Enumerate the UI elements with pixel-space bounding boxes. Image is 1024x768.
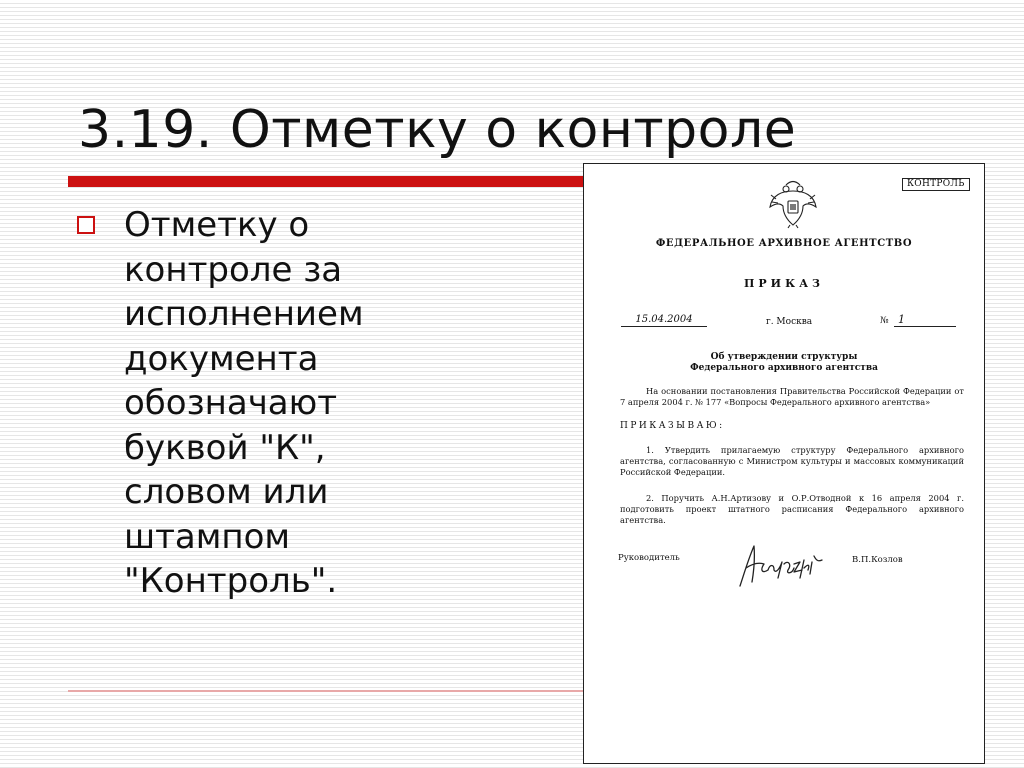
signer-name: В.П.Козлов — [852, 555, 903, 565]
order-title: ПРИКАЗ — [744, 277, 824, 290]
agency-name: ФЕДЕРАЛЬНОЕ АРХИВНОЕ АГЕНТСТВО — [655, 238, 913, 249]
title-underline — [68, 176, 588, 187]
slide-title: 3.19. Отметку о контроле — [78, 100, 797, 160]
control-stamp: КОНТРОЛЬ — [902, 178, 970, 191]
order-city: г. Москва — [766, 317, 813, 327]
order-decree: ПРИКАЗЫВАЮ: — [620, 421, 725, 431]
order-item-2: 2. Поручить А.Н.Артизову и О.Р.Отводной к 16 апреля 2004 г. подготовить проект штатного расписания Федерального архивного агентства. — [620, 493, 964, 525]
handwritten-signature — [734, 534, 830, 590]
order-number: 1 — [894, 314, 956, 327]
order-subject: Об утверждении структуры Федерального архивного агентства — [690, 352, 878, 373]
double-headed-eagle-emblem-icon — [768, 177, 818, 229]
order-basis: На основании постановления Правительства Российской Федерации от 7 апреля 2004 г. № 177 «Вопросы Федерального архивного агентства» — [620, 386, 964, 407]
order-item-1: 1. Утвердить прилагаемую структуру Федерального архивного агентства, согласованную с Министром культуры и массовых коммуникаций Российской Федерации. — [620, 445, 964, 477]
footer-rule — [68, 690, 588, 692]
order-number-label: № — [880, 316, 889, 326]
document-image — [583, 163, 985, 764]
hollow-square-bullet-icon — [77, 216, 95, 234]
signer-title: Руководитель — [618, 553, 680, 563]
order-date: 15.04.2004 — [621, 314, 707, 327]
bullet-text: Отметку о контроле за исполнением документа обозначают буквой "К", словом или штампом "Контроль". — [124, 205, 364, 601]
